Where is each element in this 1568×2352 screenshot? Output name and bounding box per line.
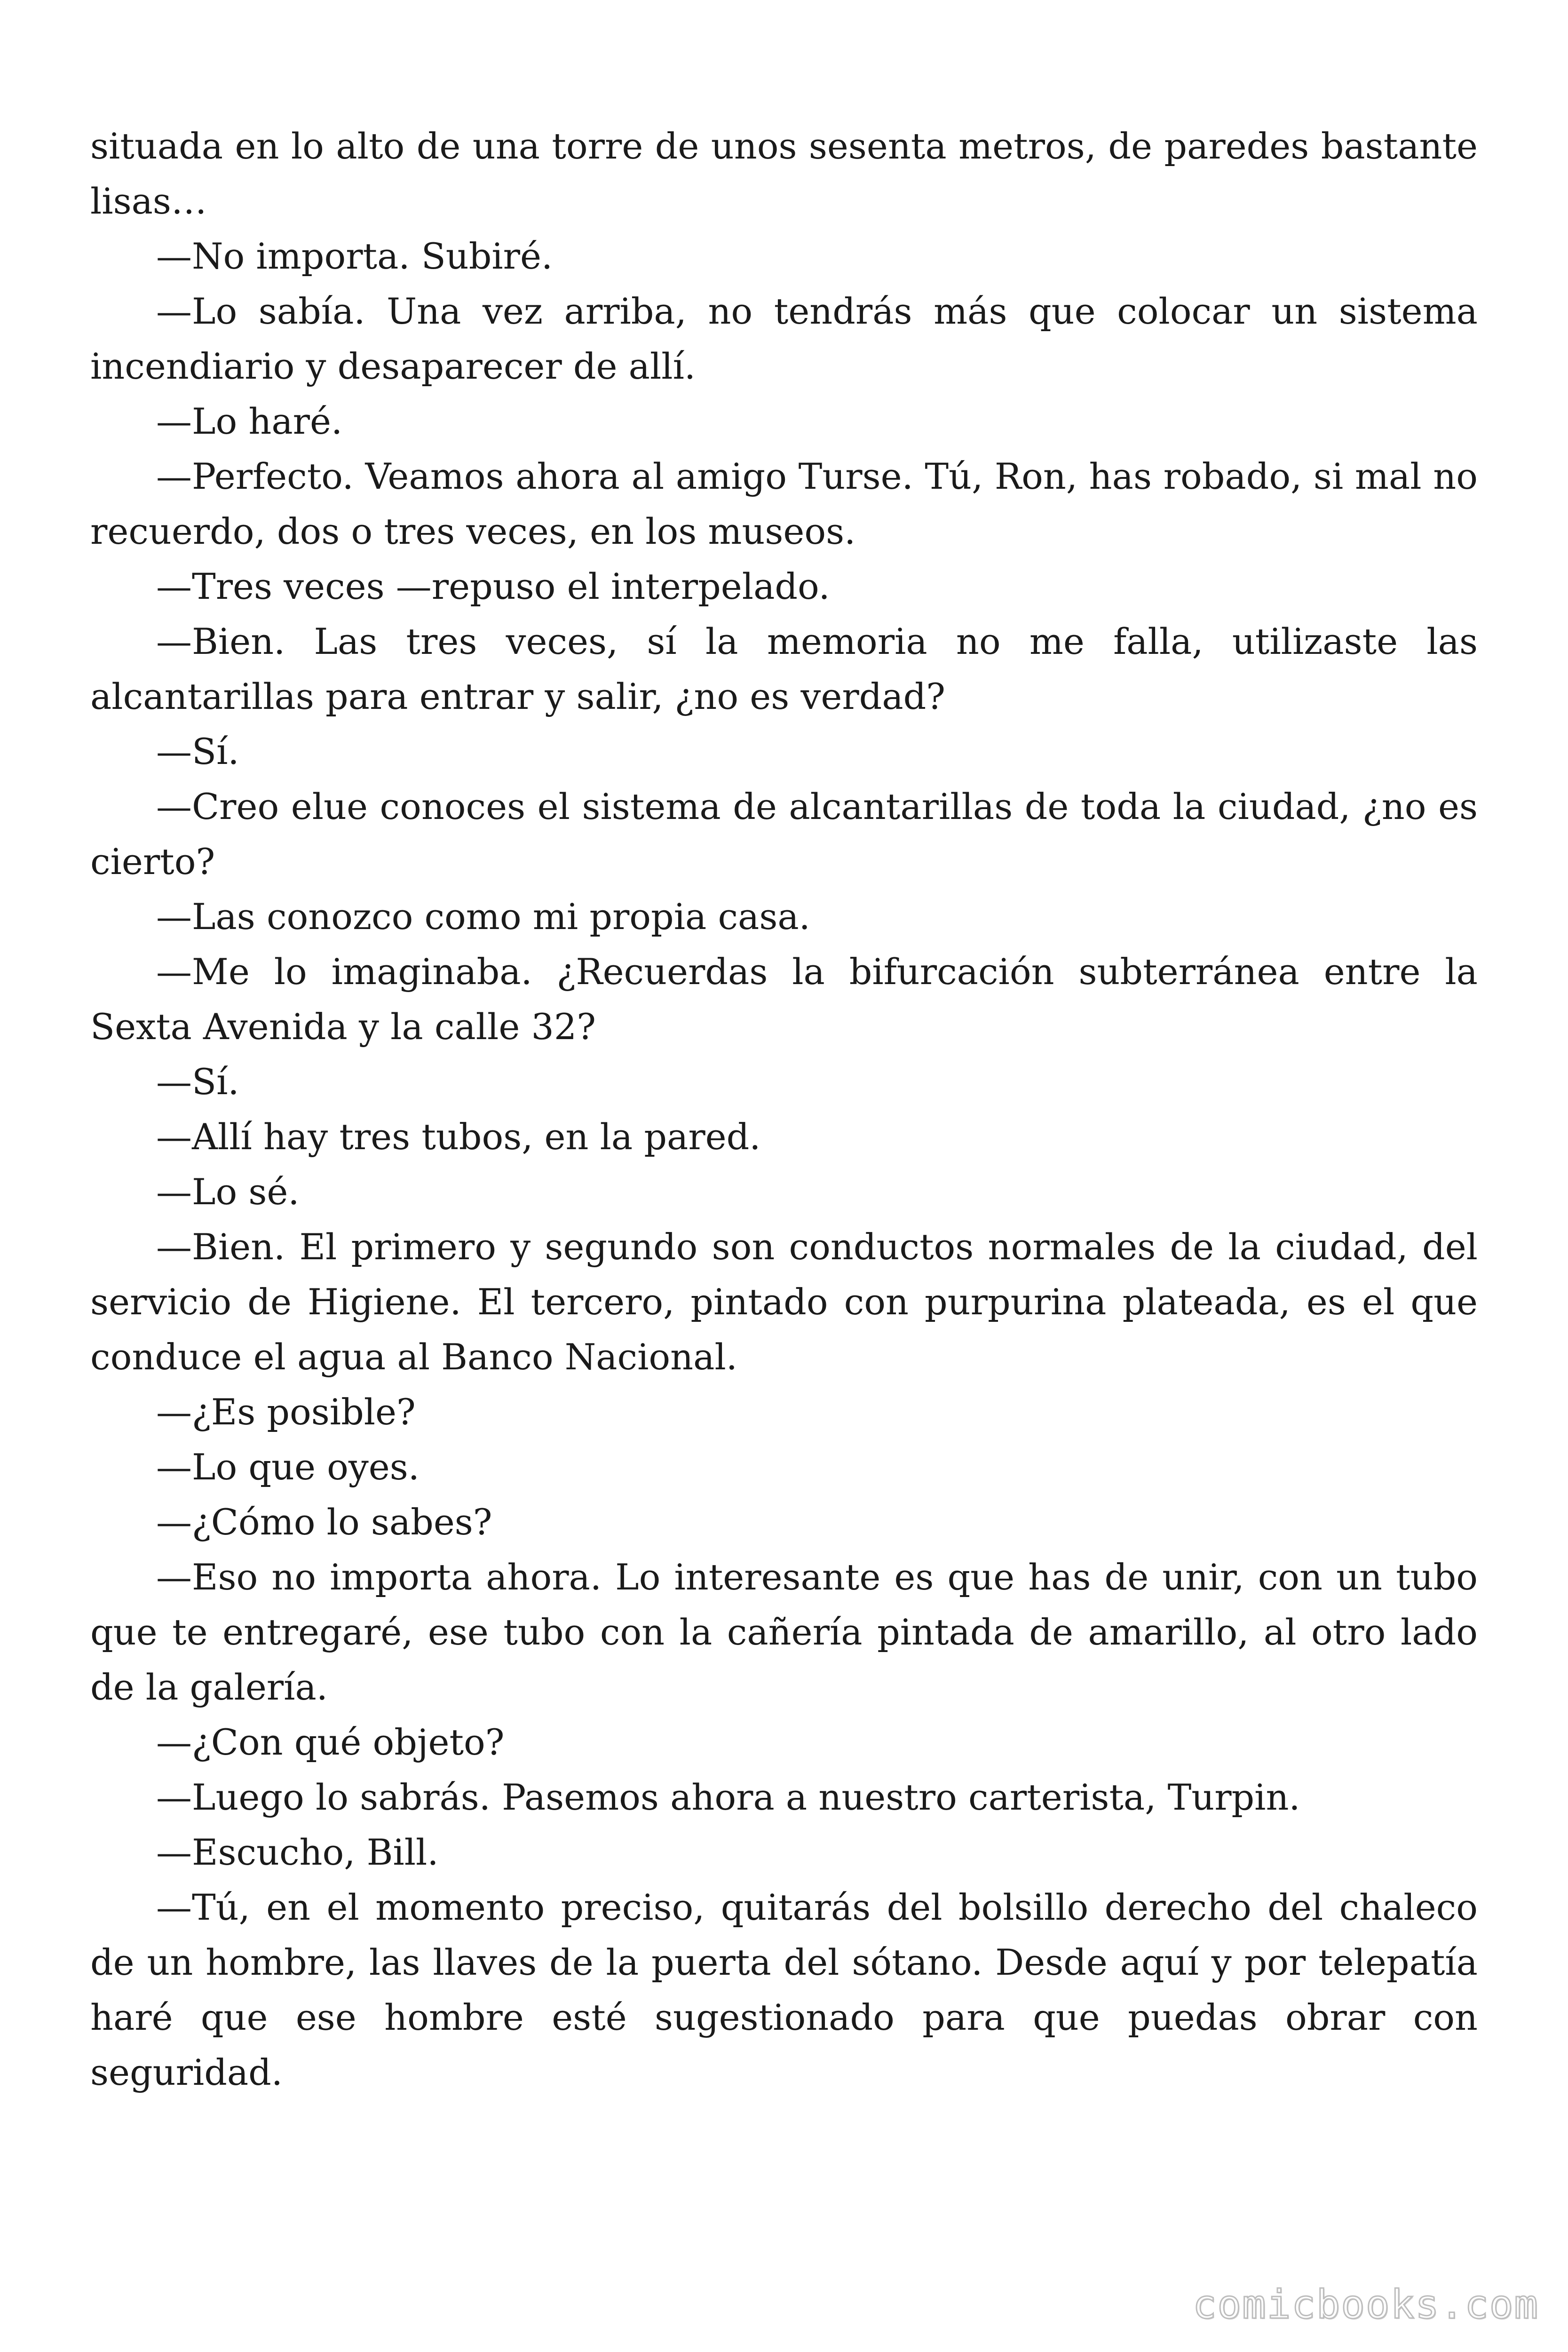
paragraph: —Tú, en el momento preciso, quitarás del bolsillo derecho del chaleco de un hombre, las llaves de la puerta del sótano. Desde aquí y por telepatía haré que ese hombre esté sugestionado para que puedas obrar con seguridad. — [90, 1886, 1478, 2093]
watermark: comicbooks.com — [1192, 2281, 1539, 2328]
paragraph: —Luego lo sabrás. Pasemos ahora a nuestro carterista, Turpin. — [156, 1776, 1300, 1818]
paragraph: —Eso no importa ahora. Lo interesante es que has de unir, con un tubo que te entregaré, ese tubo con la cañería pintada de amarillo, al otro lado de la galería. — [90, 1556, 1478, 1708]
body-text — [90, 119, 1478, 2100]
paragraph: —¿Con qué objeto? — [156, 1721, 505, 1763]
paragraph: —Perfecto. Veamos ahora al amigo Turse. Tú, Ron, has robado, si mal no recuerdo, dos o tres veces, en los museos. — [90, 455, 1478, 552]
paragraph: situada en lo alto de una torre de unos sesenta metros, de paredes bastante lisas… — [90, 125, 1478, 222]
paragraph: —Bien. El primero y segundo son conductos normales de la ciudad, del servicio de Higiene. El tercero, pintado con purpurina plateada, es el que conduce el agua al Banco Nacional. — [90, 1226, 1478, 1378]
paragraph: —No importa. Subiré. — [156, 235, 553, 277]
paragraph: —Escucho, Bill. — [156, 1831, 439, 1873]
paragraph: —Lo haré. — [156, 400, 343, 442]
paragraph: —Sí. — [156, 731, 239, 772]
paragraph: —Bien. Las tres veces, sí la memoria no me falla, utilizaste las alcantarillas para entrar y salir, ¿no es verdad? — [90, 620, 1478, 717]
paragraph: —Lo que oyes. — [156, 1446, 420, 1488]
paragraph: —Tres veces —repuso el interpelado. — [156, 565, 830, 607]
paragraph: —¿Cómo lo sabes? — [156, 1501, 492, 1543]
paragraph: —Allí hay tres tubos, en la pared. — [156, 1116, 761, 1158]
paragraph: —Creo elue conoces el sistema de alcantarillas de toda la ciudad, ¿no es cierto? — [90, 786, 1478, 882]
paragraph: —Lo sé. — [156, 1171, 300, 1213]
paragraph: —Lo sabía. Una vez arriba, no tendrás más que colocar un sistema incendiario y desaparecer de allí. — [90, 290, 1478, 387]
paragraph: —Me lo imaginaba. ¿Recuerdas la bifurcación subterránea entre la Sexta Avenida y la calle 32? — [90, 951, 1478, 1048]
paragraph: —¿Es posible? — [156, 1391, 416, 1433]
paragraph: —Sí. — [156, 1061, 239, 1103]
paragraph: —Las conozco como mi propia casa. — [156, 896, 810, 938]
